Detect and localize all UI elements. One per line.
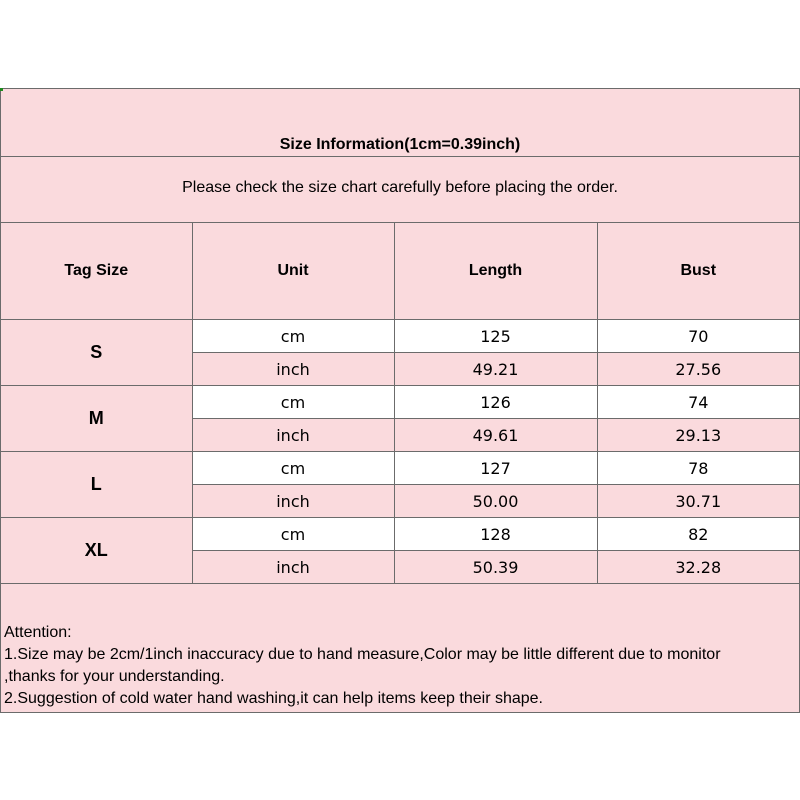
bust-cell: 82 [597,518,799,551]
length-cell: 50.39 [394,551,597,584]
unit-cell: cm [192,320,394,353]
length-cell: 50.00 [394,485,597,518]
header-bust: Bust [597,223,799,320]
unit-cell: cm [192,452,394,485]
unit-cell: cm [192,386,394,419]
size-table [1,223,799,584]
tag-size-cell: XL [1,518,192,584]
bust-cell: 30.71 [597,485,799,518]
corner-marker [0,88,3,91]
bust-cell: 32.28 [597,551,799,584]
unit-cell: inch [192,485,394,518]
length-cell: 49.21 [394,353,597,386]
attention-line: ,thanks for your understanding. [4,668,225,685]
unit-cell: cm [192,518,394,551]
bust-cell: 78 [597,452,799,485]
size-chart-note: Please check the size chart carefully before placing the order. [182,179,618,196]
unit-cell: inch [192,551,394,584]
attention-line: 2.Suggestion of cold water hand washing,it can help items keep their shape. [4,690,543,707]
size-chart-title: Size Information(1cm=0.39inch) [279,136,521,153]
header-unit: Unit [192,223,394,320]
size-chart [0,88,800,713]
unit-cell: inch [192,353,394,386]
bust-cell: 27.56 [597,353,799,386]
title-row [1,89,799,157]
bust-cell: 70 [597,320,799,353]
header-tag-size: Tag Size [1,223,192,320]
attention-line: 1.Size may be 2cm/1inch inaccuracy due to hand measure,Color may be little different due to monitor [4,646,721,663]
note-row [1,157,799,223]
table-row [1,320,799,353]
bust-cell: 74 [597,386,799,419]
length-cell: 126 [394,386,597,419]
tag-size-cell: M [1,386,192,452]
table-row [1,386,799,419]
length-cell: 125 [394,320,597,353]
length-cell: 128 [394,518,597,551]
length-cell: 127 [394,452,597,485]
header-row [1,223,799,320]
attention-heading: Attention: [4,624,72,641]
length-cell: 49.61 [394,419,597,452]
attention-notes [4,622,799,710]
bust-cell: 29.13 [597,419,799,452]
tag-size-cell: S [1,320,192,386]
unit-cell: inch [192,419,394,452]
header-length: Length [394,223,597,320]
table-row [1,518,799,551]
tag-size-cell: L [1,452,192,518]
table-row [1,452,799,485]
